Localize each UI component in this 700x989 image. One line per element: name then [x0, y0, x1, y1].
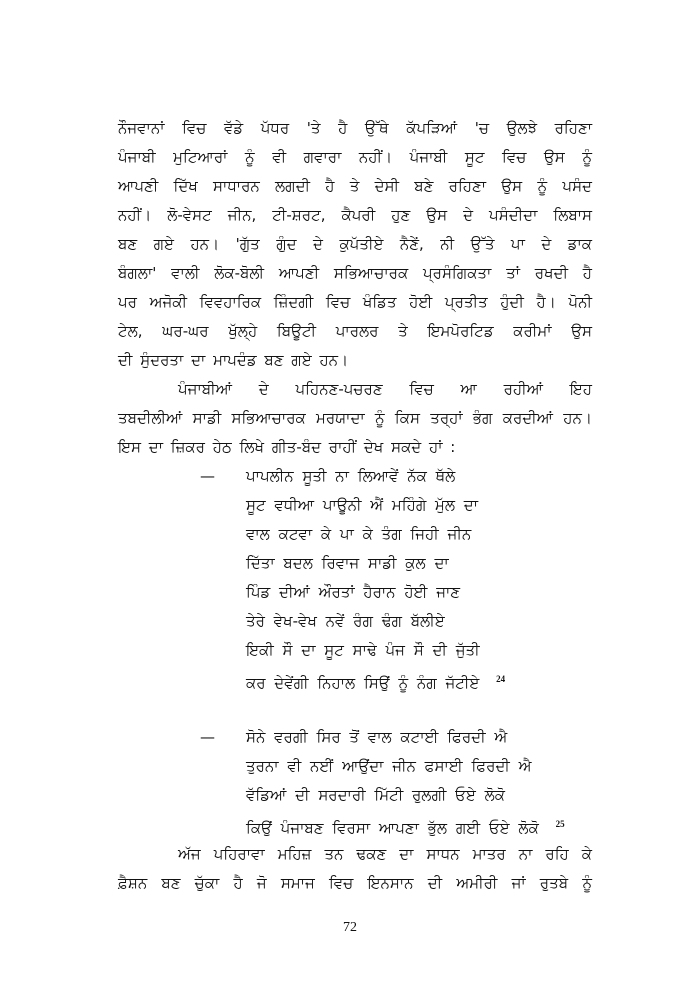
verse-line: ਤੁਰਨਾ ਵੀ ਨਈਂ ਆਉਂਦਾ ਜੀਨ ਫਸਾਈ ਫਿਰਦੀ ਐ [246, 757, 532, 775]
paragraph-3 [118, 840, 592, 898]
verse-line: ਤੇਰੇ ਵੇਖ-ਵੇਖ ਨਵੇਂ ਰੰਗ ਢੰਗ ਬੱਲੀਏ [246, 612, 445, 630]
paragraph-line: ਪਰ ਅਜੋਕੀ ਵਿਵਹਾਰਿਕ ਜ਼ਿੰਦਗੀ ਵਿਚ ਖੰਡਿਤ ਹੋਈ ਪ੍ਰਤੀਤ ਹੁੰਦੀ ਹੈ। ਪੋਨੀ [118, 293, 592, 311]
paragraph-line: ਬੰਗਲਾ' ਵਾਲੀ ਲੋਕ-ਬੋਲੀ ਆਪਣੀ ਸਭਿਆਚਾਰਕ ਪ੍ਰਸੰਗਿਕਤਾ ਤਾਂ ਰਖਦੀ ਹੈ [118, 264, 592, 282]
paragraph-line: ਇਸ ਦਾ ਜ਼ਿਕਰ ਹੇਠ ਲਿਖੇ ਗੀਤ-ਬੰਦ ਰਾਹੀਂ ਦੇਖ ਸਕਦੇ ਹਾਂ : [118, 438, 456, 456]
verse-line: ਵੱਡਿਆਂ ਦੀ ਸਰਦਾਰੀ ਮਿੱਟੀ ਰੁਲਗੀ ਓਏ ਲੋਕੋ [246, 786, 506, 804]
verse-line: ਦਿੱਤਾ ਬਦਲ ਰਿਵਾਜ ਸਾਡੀ ਕੁਲ ਦਾ [246, 554, 449, 572]
verse-line: ਵਾਲ ਕਟਵਾ ਕੇ ਪਾ ਕੇ ਤੰਗ ਜਿਹੀ ਜੀਨ [246, 525, 472, 543]
verse-line [200, 723, 600, 752]
verse-block-2 [200, 723, 600, 839]
paragraph-2 [118, 375, 592, 462]
paragraph-line: ਪੰਜਾਬੀਆਂ ਦੇ ਪਹਿਨਣ-ਪਚਰਣ ਵਿਚ ਆ ਰਹੀਆਂ ਇਹ [178, 380, 592, 398]
footnote-marker: 24 [496, 674, 506, 684]
paragraph-line: ਨਹੀਂ। ਲੋ-ਵੇਸਟ ਜੀਨ, ਟੀ-ਸ਼ਰਟ, ਕੈਪਰੀ ਹੁਣ ਉਸ ਦੇ ਪਸੰਦੀਦਾ ਲਿਬਾਸ [118, 206, 592, 224]
paragraph-line: ਟੇਲ, ਘਰ-ਘਰ ਖੁੱਲ੍ਹੇ ਬਿਊਟੀ ਪਾਰਲਰ ਤੇ ਇਮਪੋਰਟਿਡ ਕਰੀਮਾਂ ਉਸ [118, 322, 592, 340]
paragraph-line: ਤਬਦੀਲੀਆਂ ਸਾਡੀ ਸਭਿਆਚਾਰਕ ਮਰਯਾਦਾ ਨੂੰ ਕਿਸ ਤਰ੍ਹਾਂ ਭੰਗ ਕਰਦੀਆਂ ਹਨ। [118, 409, 592, 427]
paragraph-line: ਪੰਜਾਬੀ ਮੁਟਿਆਰਾਂ ਨੂੰ ਵੀ ਗਵਾਰਾ ਨਹੀਂ। ਪੰਜਾਬੀ ਸੂਟ ਵਿਚ ਉਸ ਨੂੰ [118, 148, 592, 166]
verse-text: ਕਰ ਦੇਵੇਂਗੀ ਨਿਹਾਲ ਸਿਉਂ ਨੂੰ ਨੰਗ ਜੱਟੀਏ [246, 674, 480, 692]
verse-line [200, 665, 600, 694]
paragraph-1 [118, 114, 592, 375]
paragraph-line: ਫ਼ੈਸ਼ਨ ਬਣ ਚੁੱਕਾ ਹੈ ਜੋ ਸਮਾਜ ਵਿਚ ਇਨਸਾਨ ਦੀ ਅਮੀਰੀ ਜਾਂ ਰੁਤਬੇ ਨੂੰ [118, 874, 592, 892]
verse-line: ਸੂਟ ਵਧੀਆ ਪਾਊਨੀ ਐਂ ਮਹਿੰਗੇ ਮੁੱਲ ਦਾ [246, 496, 479, 514]
page-number: 72 [343, 920, 357, 935]
em-dash: — [200, 728, 215, 746]
paragraph-line: ਆਪਣੀ ਦਿੱਖ ਸਾਧਾਰਨ ਲਗਦੀ ਹੈ ਤੇ ਦੇਸੀ ਬਣੇ ਰਹਿਣਾ ਉਸ ਨੂੰ ਪਸੰਦ [118, 177, 592, 195]
verse-text: ਪਾਪਲੀਨ ਸੂਤੀ ਨਾ ਲਿਆਵੇਂ ਨੱਕ ਥੱਲੇ [246, 467, 456, 485]
paragraph-line: ਅੱਜ ਪਹਿਰਾਵਾ ਮਹਿਜ਼ ਤਨ ਢਕਣ ਦਾ ਸਾਧਨ ਮਾਤਰ ਨਾ ਰਹਿ ਕੇ [178, 845, 592, 863]
em-dash: — [200, 467, 215, 485]
verse-line: ਪਿੰਡ ਦੀਆਂ ਔਰਤਾਂ ਹੈਰਾਨ ਹੋਈ ਜਾਣ [246, 583, 461, 601]
verse-line [200, 462, 600, 491]
paragraph-line: ਨੌਜਵਾਨਾਂ ਵਿਚ ਵੱਡੇ ਪੱਧਰ 'ਤੇ ਹੈ ਉੱਥੇ ਕੱਪੜਿਆਂ 'ਚ ਉਲਝੇ ਰਹਿਣਾ [118, 119, 592, 137]
paragraph-line: ਬਣ ਗਏ ਹਨ। 'ਗੁੱਤ ਗੁੰਦ ਦੇ ਕੁਪੱਤੀਏ ਨੈਣੇਂ, ਨੀ ਉੱਤੇ ਪਾ ਦੇ ਡਾਕ [118, 235, 592, 253]
footnote-marker: 25 [555, 819, 565, 829]
verse-block-1 [200, 462, 600, 694]
paragraph-line: ਦੀ ਸੁੰਦਰਤਾ ਦਾ ਮਾਪਦੰਡ ਬਣ ਗਏ ਹਨ। [118, 351, 349, 369]
verse-text: ਸੋਨੇ ਵਰਗੀ ਸਿਰ ਤੋਂ ਵਾਲ ਕਟਾਈ ਫਿਰਦੀ ਐ [246, 728, 508, 746]
verse-text: ਕਿਉਂ ਪੰਜਾਬਣ ਵਿਰਸਾ ਆਪਣਾ ਭੁੱਲ ਗਈ ਓਏ ਲੋਕੋ [246, 819, 539, 837]
verse-line: ਇਕੀ ਸੌ ਦਾ ਸੂਟ ਸਾਢੇ ਪੰਜ ਸੌ ਦੀ ਜੁੱਤੀ [246, 641, 480, 659]
verse-line [200, 810, 600, 839]
